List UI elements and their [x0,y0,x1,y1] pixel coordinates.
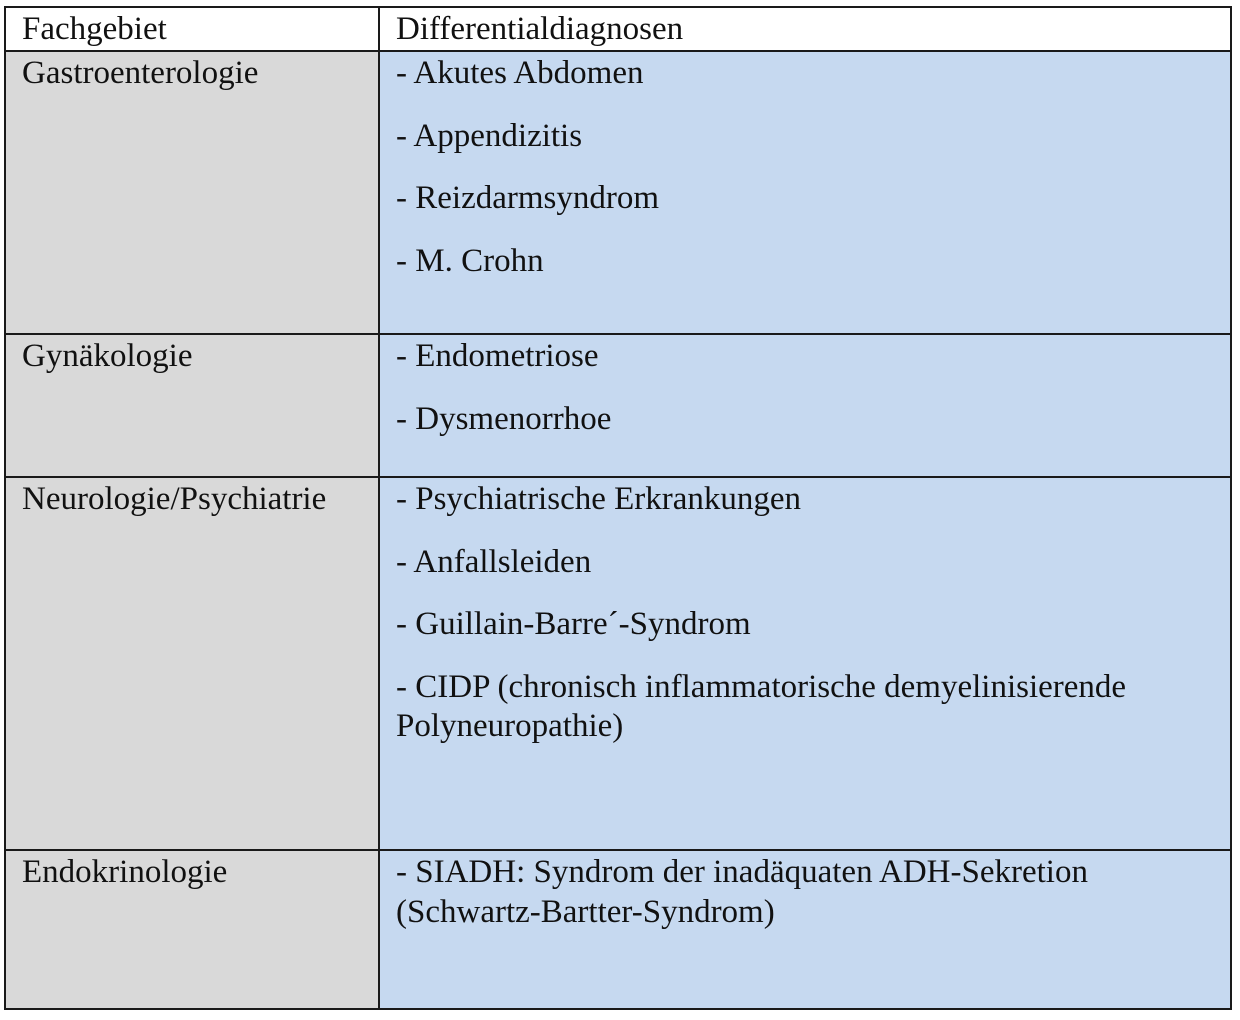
diagnosis-item: - Guillain-Barre´-Syndrom [396,606,751,643]
header-fachgebiet: Fachgebiet [6,8,380,52]
diagnosis-item: - Appendizitis [396,117,583,154]
header-differentialdiagnosen: Differentialdiagnosen [380,8,1230,52]
differential-diagnosis-table [4,6,1232,1010]
diagnosis-cell [380,851,1230,1008]
category-cell: Gynäkologie [6,335,380,478]
diagnosis-item: - M. Crohn [396,242,544,279]
diagnosis-cell [380,478,1230,851]
category-cell: Neurologie/Psychiatrie [6,478,380,851]
category-cell: Gastroenterologie [6,52,380,335]
diagnosis-item: - Anfallsleiden [396,543,592,580]
diagnosis-cell [380,52,1230,335]
diagnosis-item: - Endometriose [396,338,599,374]
diagnosis-item: - Dysmenorrhoe [396,400,612,437]
diagnosis-item: - CIDP (chronisch inflammatorische demyelinisierende Polyneuropathie) [396,668,1127,745]
diagnosis-item: - Reizdarmsyndrom [396,180,660,217]
diagnosis-item: - Akutes Abdomen [396,55,644,91]
diagnosis-item: - Psychiatrische Erkrankungen [396,481,802,517]
diagnosis-item: - SIADH: Syndrom der inadäquaten ADH-Sekretion (Schwartz-Bartter-Syndrom) [396,854,1088,930]
category-cell: Endokrinologie [6,851,380,1008]
diagnosis-cell [380,335,1230,478]
